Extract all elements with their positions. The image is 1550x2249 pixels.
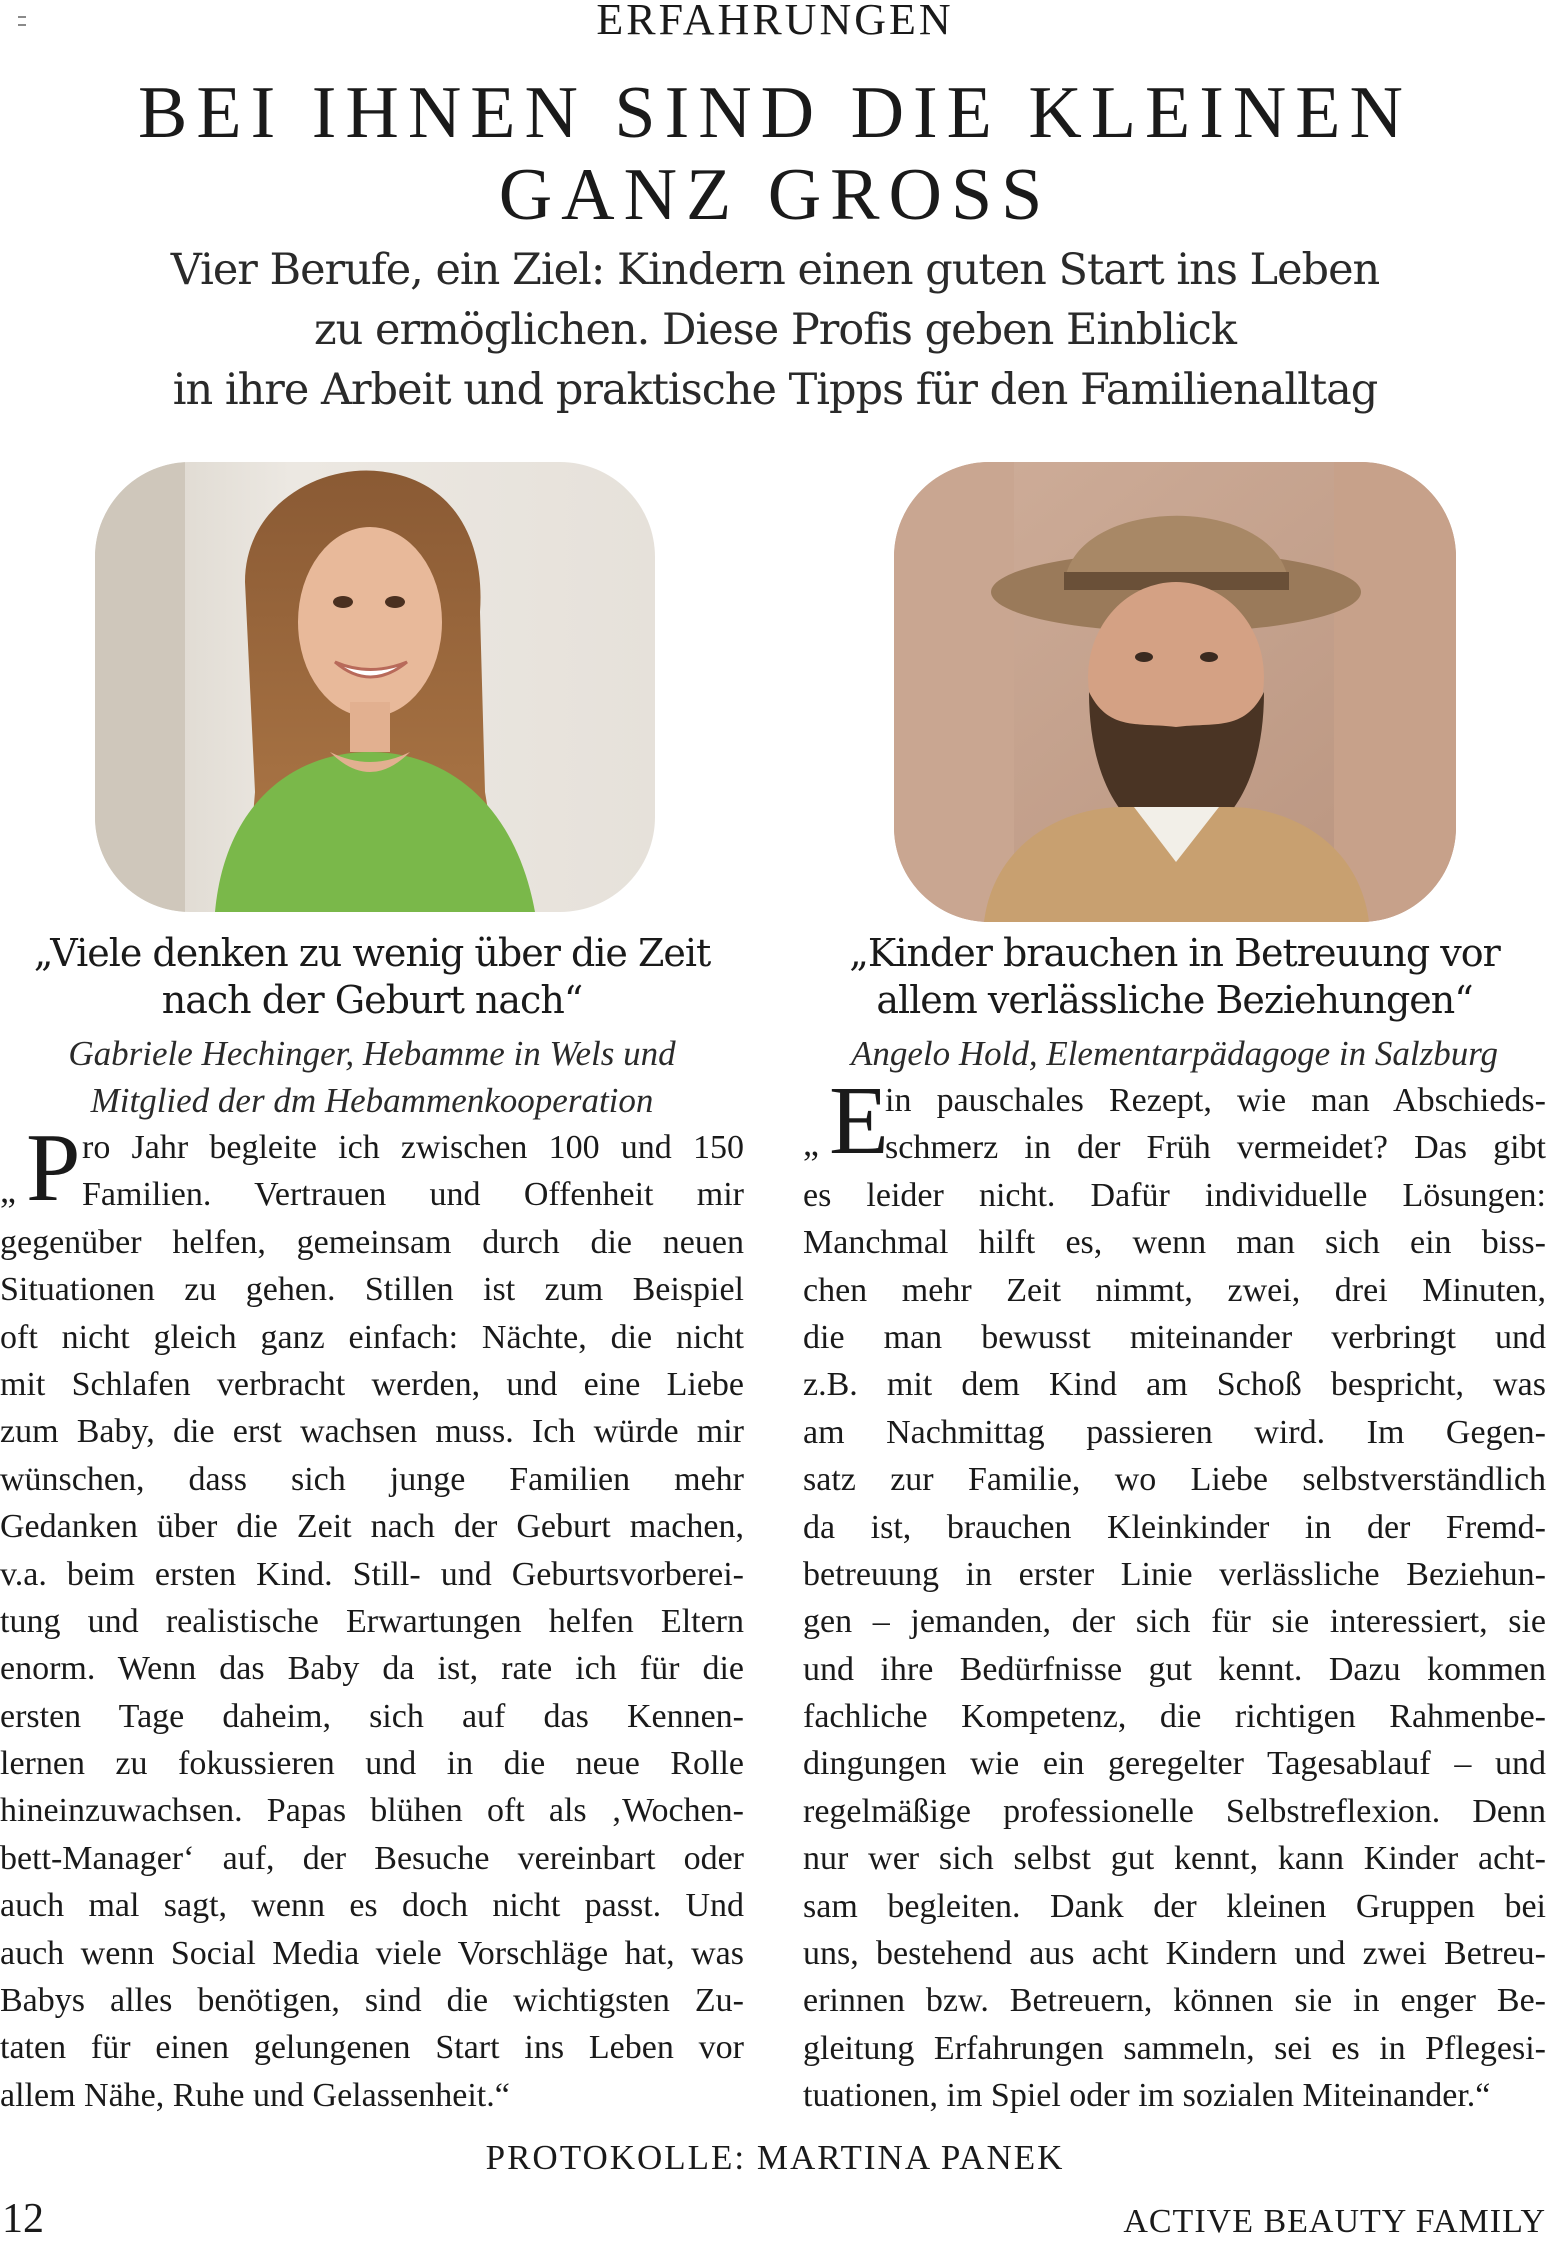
byline-left bbox=[0, 1030, 744, 1124]
body-line: in pauschales Rezept, wie man Abschieds- bbox=[885, 1082, 1546, 1119]
body-line: regelmäßige professionelle Selbstreflexion. Denn bbox=[803, 1792, 1546, 1830]
body-text-left bbox=[0, 1114, 744, 2119]
quote-line: allem verlässliche Beziehungen“ bbox=[876, 978, 1473, 1022]
body-line: mit Schlafen verbracht werden, und eine Liebe bbox=[0, 1365, 744, 1403]
body-line: wünschen, dass sich junge Familien mehr bbox=[0, 1460, 744, 1498]
body-line: bett-Manager‘ auf, der Besuche vereinbart oder bbox=[0, 1839, 744, 1877]
body-line: chen mehr Zeit nimmt, zwei, drei Minuten, bbox=[803, 1271, 1546, 1309]
pull-quote-right bbox=[803, 930, 1546, 1024]
pull-quote-left bbox=[0, 930, 744, 1024]
body-line: satz zur Familie, wo Liebe selbstverständlich bbox=[803, 1461, 1546, 1499]
drop-cap: E bbox=[829, 1067, 889, 1175]
body-line: und ihre Bedürfnisse gut kennt. Dazu kommen bbox=[803, 1650, 1546, 1688]
body-line: Situationen zu gehen. Stillen ist zum Beispiel bbox=[0, 1271, 744, 1309]
portrait-angelo-hold bbox=[894, 462, 1456, 922]
subtitle bbox=[0, 240, 1550, 420]
section-label: ERFAHRUNGEN bbox=[596, 0, 954, 44]
headline-line: BEI IHNEN SIND DIE KLEINEN bbox=[138, 72, 1412, 154]
body-line: sam begleiten. Dank der kleinen Gruppen bei bbox=[803, 1887, 1546, 1925]
quote-line: „Kinder brauchen in Betreuung vor bbox=[849, 931, 1500, 975]
body-line: zum Baby, die erst wachsen muss. Ich würde mir bbox=[0, 1413, 744, 1451]
body-line: enorm. Wenn das Baby da ist, rate ich für die bbox=[0, 1650, 744, 1688]
body-text-right bbox=[803, 1067, 1546, 2120]
body-line: auch mal sagt, wenn es doch nicht passt. Und bbox=[0, 1887, 744, 1925]
body-line: fachliche Kompetenz, die richtigen Rahmenbe- bbox=[803, 1698, 1546, 1736]
body-line: lernen zu fokussieren und in die neue Rolle bbox=[0, 1745, 744, 1783]
body-line: gegenüber helfen, gemeinsam durch die neuen bbox=[0, 1223, 744, 1261]
article-left bbox=[0, 930, 744, 2119]
body-line: oft nicht gleich ganz einfach: Nächte, die nicht bbox=[0, 1318, 744, 1356]
body-line: Babys alles benötigen, sind die wichtigsten Zu- bbox=[0, 1982, 744, 2020]
body-line: gleitung Erfahrungen sammeln, sei es in Pflegesi- bbox=[803, 2029, 1546, 2067]
body-line: Manchmal hilft es, wenn man sich ein biss- bbox=[803, 1224, 1546, 1262]
body-line: v.a. beim ersten Kind. Still- und Geburtsvorberei- bbox=[0, 1555, 744, 1593]
body-line: Familien. Vertrauen und Offenheit mir bbox=[82, 1176, 744, 1214]
body-line: tung und realistische Erwartungen helfen Eltern bbox=[0, 1602, 744, 1640]
portrait-gabriele-hechinger bbox=[95, 462, 655, 912]
body-line: schmerz in der Früh vermeidet? Das gibt bbox=[885, 1129, 1546, 1167]
byline-right bbox=[803, 1030, 1546, 1077]
body-line: gen – jemanden, der sich für sie interessiert, sie bbox=[803, 1603, 1546, 1641]
drop-quote-mark: „ bbox=[803, 1123, 819, 1163]
byline-line: Gabriele Hechinger, Hebamme in Wels und bbox=[68, 1034, 676, 1073]
page-number: 12 bbox=[2, 2196, 44, 2242]
body-line: erinnen bzw. Betreuern, können sie in enger Be- bbox=[803, 1982, 1546, 2020]
body-line: allem Nähe, Ruhe und Gelassenheit.“ bbox=[0, 2076, 510, 2114]
body-line: ro Jahr begleite ich zwischen 100 und 150 bbox=[82, 1129, 744, 1166]
headline-line: GANZ GROSS bbox=[498, 154, 1052, 236]
headline bbox=[0, 72, 1550, 236]
body-line: Gedanken über die Zeit nach der Geburt machen, bbox=[0, 1508, 744, 1546]
quote-line: „Viele denken zu wenig über die Zeit bbox=[33, 931, 711, 975]
body-line: nur wer sich selbst gut kennt, kann Kinder acht- bbox=[803, 1840, 1546, 1878]
body-line: am Nachmittag passieren wird. Im Gegen- bbox=[803, 1413, 1546, 1451]
body-line: es leider nicht. Dafür individuelle Lösungen: bbox=[803, 1176, 1546, 1214]
body-line: z.B. mit dem Kind am Schoß bespricht, was bbox=[803, 1366, 1546, 1404]
quote-line: nach der Geburt nach“ bbox=[161, 978, 583, 1022]
body-line: da ist, brauchen Kleinkinder in der Fremd- bbox=[803, 1508, 1546, 1546]
byline-line: Angelo Hold, Elementarpädagoge in Salzburg bbox=[850, 1034, 1499, 1073]
byline-line: Mitglied der dm Hebammenkooperation bbox=[90, 1081, 654, 1120]
body-line: tuationen, im Spiel oder im sozialen Miteinander.“ bbox=[803, 2077, 1491, 2115]
body-line: ersten Tage daheim, sich auf das Kennen- bbox=[0, 1697, 744, 1735]
magazine-name: ACTIVE BEAUTY FAMILY bbox=[1123, 2203, 1546, 2240]
body-line: taten für einen gelungenen Start ins Leben vor bbox=[0, 2029, 744, 2067]
subtitle-line: Vier Berufe, ein Ziel: Kindern einen guten Start ins Leben bbox=[170, 245, 1380, 295]
subtitle-line: zu ermöglichen. Diese Profis geben Einblick bbox=[314, 305, 1236, 355]
subtitle-line: in ihre Arbeit und praktische Tipps für den Familienalltag bbox=[172, 365, 1378, 415]
drop-quote-mark: „ bbox=[0, 1170, 16, 1210]
protocol-credit: PROTOKOLLE: MARTINA PANEK bbox=[485, 2138, 1065, 2177]
body-line: die man bewusst miteinander verbringt und bbox=[803, 1318, 1546, 1356]
body-line: betreuung in erster Linie verlässliche Beziehun- bbox=[803, 1555, 1546, 1593]
drop-cap: P bbox=[26, 1114, 81, 1222]
body-line: uns, bestehend aus acht Kindern und zwei Betreu- bbox=[803, 1935, 1546, 1973]
body-line: hineinzuwachsen. Papas blühen oft als ‚Wochen- bbox=[0, 1792, 744, 1830]
body-line: dingungen wie ein geregelter Tagesablauf – und bbox=[803, 1745, 1546, 1783]
body-line: auch wenn Social Media viele Vorschläge hat, was bbox=[0, 1934, 744, 1972]
article-right bbox=[803, 930, 1546, 2120]
